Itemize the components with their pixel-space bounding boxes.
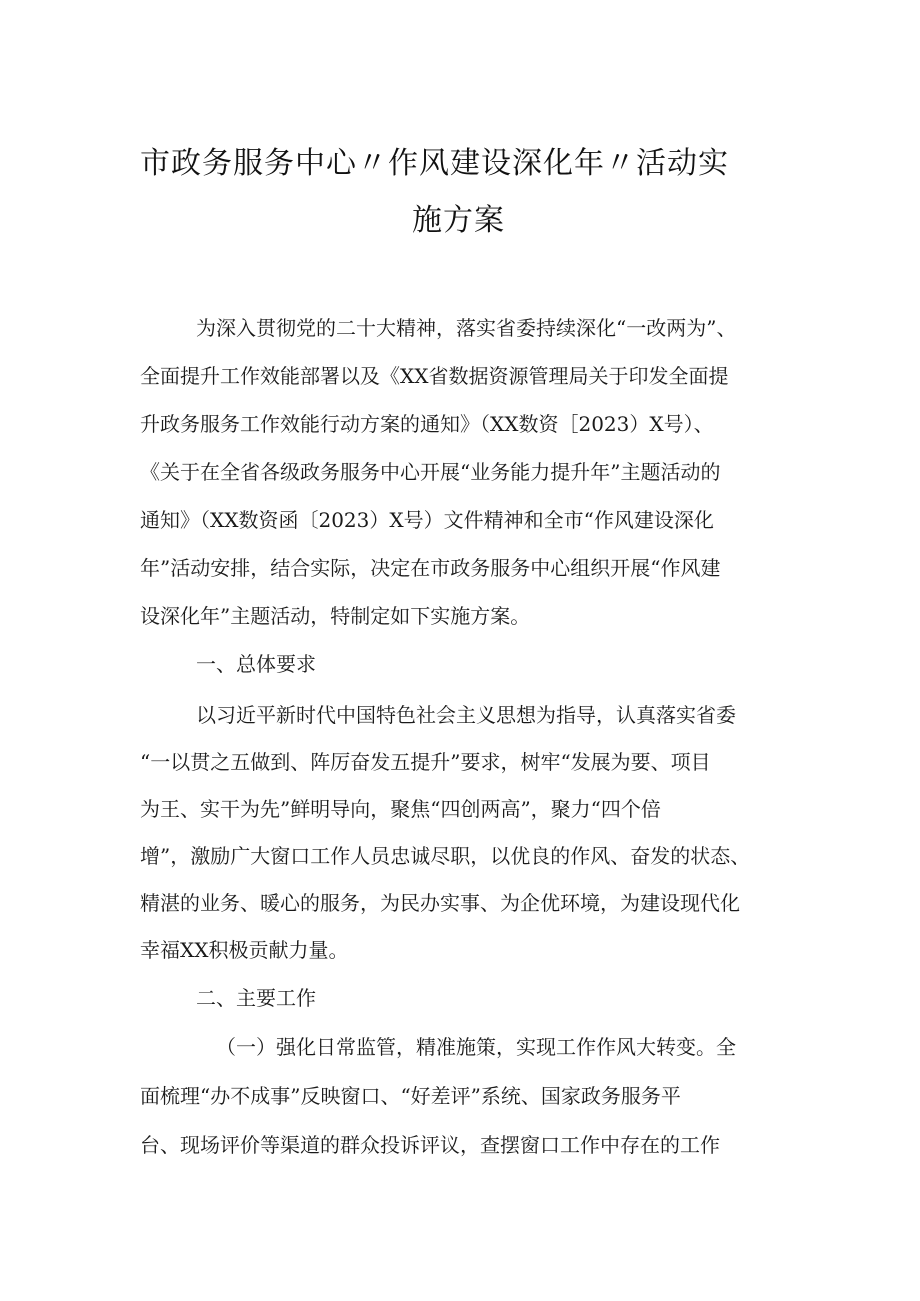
intro-line-4: 《关于在全省各级政务服务中心开展“业务能力提升年”主题活动的: [140, 460, 721, 484]
intro-line-1: 为深入贯彻党的二十大精神，落实省委持续深化“一改两为”、: [196, 316, 737, 340]
section-1-line-4: 增”，激励广大窗口工作人员忠诚尽职，以优良的作风、奋发的状态、: [140, 844, 751, 868]
document-title-line-2: 施方案: [412, 203, 505, 238]
section-1-line-6: 幸福XX积极贡献力量。: [140, 938, 349, 962]
section-1-line-5: 精湛的业务、暖心的服务，为民办实事、为企优环境，为建设现代化: [140, 891, 740, 915]
section-1-line-1: 以习近平新时代中国特色社会主义思想为指导，认真落实省委: [196, 703, 736, 727]
intro-line-3: 升政务服务工作效能行动方案的通知》（XX数资［2023）X号）、: [140, 412, 714, 436]
section-2-line-1: （一）强化日常监管，精准施策，实现工作作风大转变。全: [216, 1035, 736, 1059]
section-1-line-3: 为王、实干为先”鲜明导向，聚焦“四创两高”，聚力“四个倍: [140, 797, 661, 821]
section-2-line-2: 面梳理“办不成事”反映窗口、“好差评”系统、国家政务服务平: [140, 1084, 681, 1108]
intro-line-2: 全面提升工作效能部署以及《XX省数据资源管理局关于印发全面提: [140, 364, 729, 388]
document-title-line-1: 市政务服务中心〃作风建设深化年〃活动实: [140, 146, 729, 181]
intro-line-7: 设深化年”主题活动，特制定如下实施方案。: [140, 604, 531, 628]
section-1-heading: 一、总体要求: [196, 652, 316, 676]
intro-line-5: 通知》（XX数资函〔2023）X号）文件精神和全市“作风建设深化: [140, 508, 714, 532]
section-2-line-3: 台、现场评价等渠道的群众投诉评议，查摆窗口工作中存在的工作: [140, 1133, 720, 1157]
intro-line-6: 年”活动安排，结合实际，决定在市政务服务中心组织开展“作风建: [140, 556, 721, 580]
section-1-line-2: “一以贯之五做到、阵厉奋发五提升”要求，树牢“发展为要、项目: [140, 750, 711, 774]
section-2-heading: 二、主要工作: [196, 986, 316, 1010]
